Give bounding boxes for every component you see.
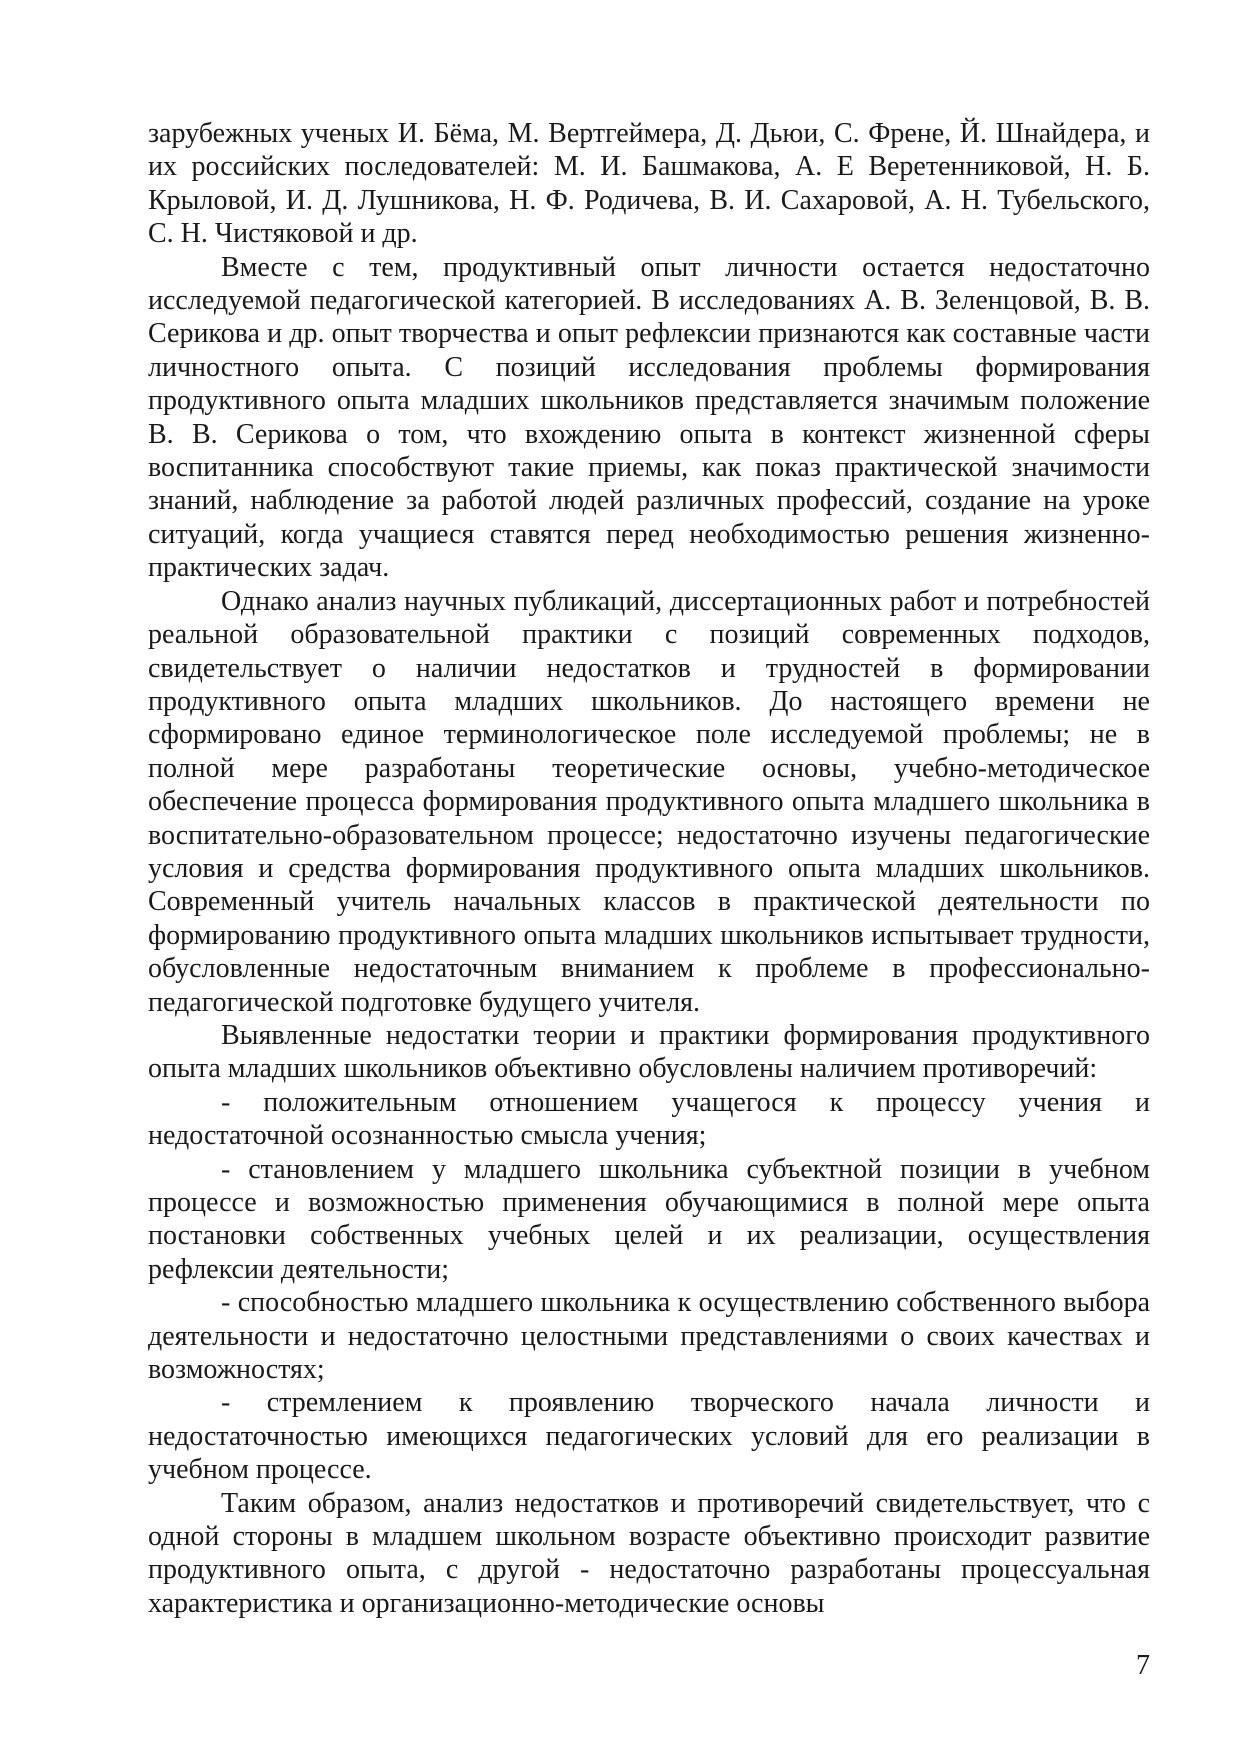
list-item-contradiction-1: - положительным отношением учащегося к процессу учения и недостаточной осознанностью смысла учения; [148,1086,1150,1152]
paragraph-continuation: зарубежных ученых И. Бёма, М. Вертгеймера, Д. Дьюи, С. Френе, Й. Шнайдера, и их российских последователей: М. И. Башмакова, А. Е Веретенниковой, Н. Б. Крыловой, И. Д. Лушникова, Н. Ф. Родичева, В. И. Сахаровой, А. Н. Тубельского, С. Н. Чистяковой и др. [148,118,1150,250]
list-item-contradiction-4: - стремлением к проявлению творческого начала личности и недостаточностью имеющихся педагогических условий для его реализации в учебном процессе. [148,1387,1150,1486]
paragraph-contradictions-intro: Выявленные недостатки теории и практики формирования продуктивного опыта младших школьников объективно обусловлены наличием противоречий: [148,1019,1150,1085]
paragraph-conclusion: Таким образом, анализ недостатков и противоречий свидетельствует, что с одной стороны в младшем школьном возрасте объективно происходит развитие продуктивного опыта, с другой - недостаточно разработаны процессуальная характеристика и организационно-методические основы [148,1487,1150,1619]
paragraph-productive-experience: Вместе с тем, продуктивный опыт личности остается недостаточно исследуемой педагогической категорией. В исследованиях А. В. Зеленцовой, В. В. Серикова и др. опыт творчества и опыт рефлексии признаются как составные части личностного опыта. С позиций исследования проблемы формирования продуктивного опыта младших школьников представляется значимым положение В. В. Серикова о том, что вхождению опыта в контекст жизненной сферы воспитанника способствуют такие приемы, как показ практической значимости знаний, наблюдение за работой людей различных профессий, создание на уроке ситуаций, когда учащиеся ставятся перед необходимостью решения жизненно-практических задач. [148,251,1150,584]
page-number: 7 [1136,1650,1150,1681]
list-item-contradiction-2: - становлением у младшего школьника субъектной позиции в учебном процессе и возможностью применения обучающимися в полной мере опыта постановки собственных учебных целей и их реализации, осуществления рефлексии деятельности; [148,1153,1150,1285]
paragraph-analysis: Однако анализ научных публикаций, диссертационных работ и потребностей реальной образовательной практики с позиций современных подходов, свидетельствует о наличии недостатков и трудностей в формировании продуктивного опыта младших школьников. До настоящего времени не сформировано единое терминологическое поле исследуемой проблемы; не в полной мере разработаны теоретические основы, учебно-методическое обеспечение процесса формирования продуктивного опыта младшего школьника в воспитательно-образовательном процессе; недостаточно изучены педагогические условия и средства формирования продуктивного опыта младших школьников. Современный учитель начальных классов в практической деятельности по формированию продуктивного опыта младших школьников испытывает трудности, обусловленные недостаточным вниманием к проблеме в профессионально-педагогической подготовке будущего учителя. [148,585,1150,1018]
document-body [148,117,1150,1620]
list-item-contradiction-3: - способностью младшего школьника к осуществлению собственного выбора деятельности и недостаточно целостными представлениями о своих качествах и возможностях; [148,1287,1150,1386]
